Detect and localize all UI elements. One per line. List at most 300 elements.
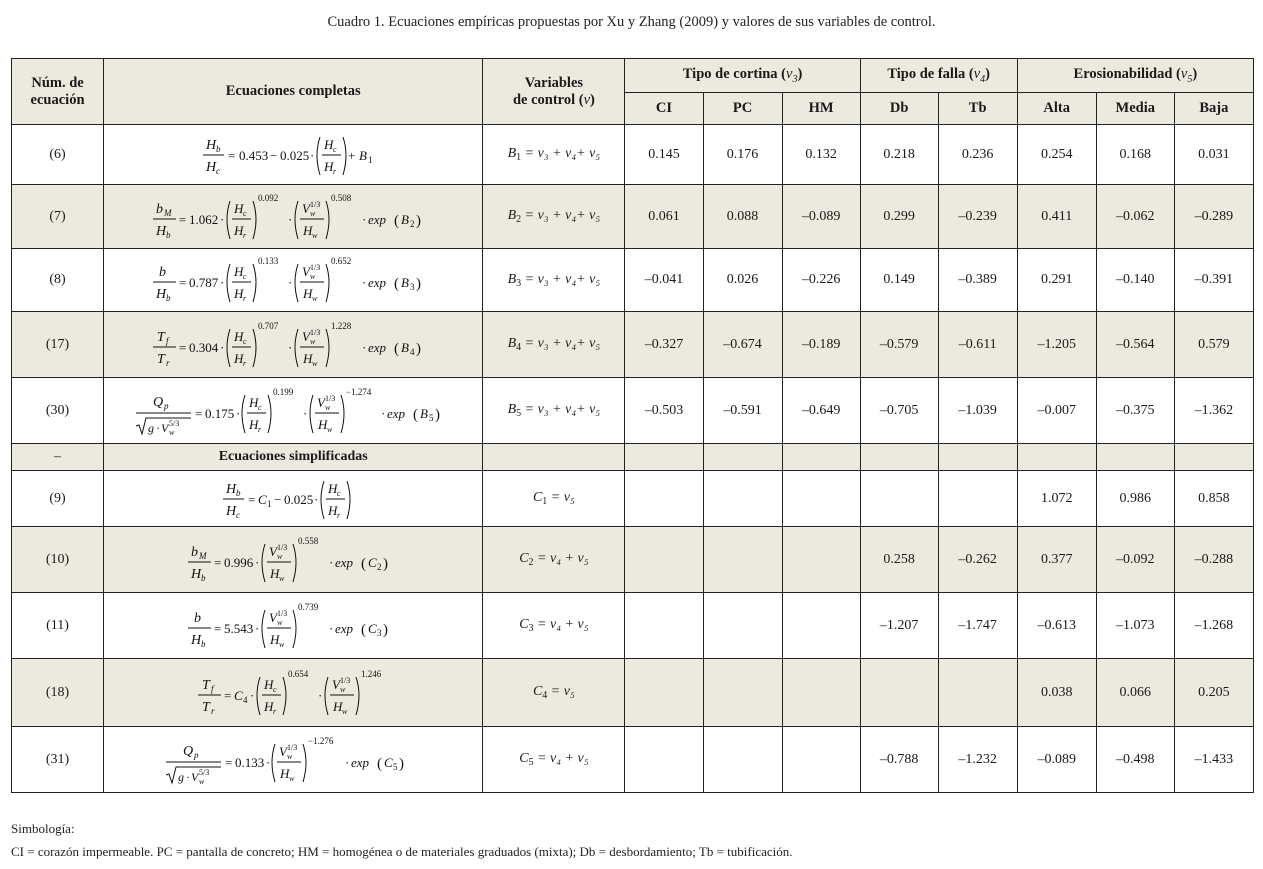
svg-text:w: w [169, 427, 175, 437]
svg-text:T: T [202, 699, 210, 715]
header-group-cortina: Tipo de cortina $(v_3)$ [625, 59, 860, 93]
header-baja: Baja [1174, 93, 1253, 125]
svg-text:3: 3 [377, 627, 382, 638]
svg-text:H: H [234, 200, 244, 216]
svg-text:Q: Q [153, 394, 164, 410]
eq-number: (31) [12, 727, 104, 793]
svg-text:H: H [270, 565, 280, 581]
value-tb: 0.236 [938, 125, 1017, 185]
control-variable: $C_2 = v_4 + v_5$ [483, 527, 625, 593]
value-hm [782, 659, 860, 727]
value-ci [625, 527, 703, 593]
svg-text:r: r [258, 424, 262, 434]
svg-text:1/3: 1/3 [325, 393, 336, 403]
table-row [12, 125, 1254, 185]
table-row [12, 593, 1254, 659]
svg-text:): ) [399, 755, 405, 772]
svg-text:): ) [416, 212, 422, 229]
value-pc: 0.088 [703, 185, 782, 249]
section-dash: – [12, 444, 104, 471]
svg-text:1.228: 1.228 [331, 320, 352, 331]
svg-text:c: c [243, 272, 247, 281]
svg-text:b: b [216, 143, 221, 154]
header-alta: Alta [1017, 93, 1096, 125]
svg-text:r: r [243, 358, 247, 368]
svg-text:H: H [234, 222, 244, 238]
svg-text:w: w [342, 706, 348, 716]
value-ci: 0.145 [625, 125, 703, 185]
svg-text:B: B [401, 211, 410, 227]
svg-text:H: H [226, 503, 237, 519]
svg-text:H: H [249, 394, 259, 410]
value-ci: –0.503 [625, 378, 703, 444]
value-tb: –0.239 [938, 185, 1017, 249]
svg-text:·: · [220, 339, 225, 355]
value-tb [938, 659, 1017, 727]
value-ci [625, 593, 703, 659]
eq-number: (10) [12, 527, 104, 593]
value-hm [782, 727, 860, 793]
svg-text:): ) [416, 340, 422, 357]
equation-11-formula [183, 598, 403, 654]
svg-text:H: H [156, 223, 167, 239]
svg-text:c: c [333, 144, 337, 154]
svg-text:c: c [243, 336, 247, 346]
svg-text:·: · [220, 275, 225, 290]
control-variable: $B_3 = v_3 + v_4+ v_5$ [483, 249, 625, 312]
svg-text:0.739: 0.739 [298, 601, 319, 612]
value-baja: –1.433 [1174, 727, 1253, 793]
svg-text:T: T [157, 351, 165, 367]
svg-text:H: H [206, 159, 217, 175]
svg-text:T: T [157, 329, 165, 345]
svg-text:·: · [303, 405, 308, 421]
value-pc [703, 471, 782, 527]
equation-17-formula [148, 317, 438, 373]
svg-text:−1.276: −1.276 [308, 735, 334, 746]
value-media: 0.168 [1096, 125, 1174, 185]
value-media: 0.986 [1096, 471, 1174, 527]
svg-text:=: = [248, 491, 256, 507]
svg-text:·: · [156, 420, 161, 435]
svg-text:w: w [312, 358, 318, 368]
svg-text:B: B [401, 275, 410, 290]
svg-text:1: 1 [267, 498, 272, 509]
svg-text:(: ( [361, 555, 367, 572]
svg-text:V: V [317, 394, 326, 410]
svg-text:·: · [250, 687, 255, 703]
value-pc: –0.591 [703, 378, 782, 444]
value-hm [782, 471, 860, 527]
table-row [12, 378, 1254, 444]
svg-text:): ) [416, 276, 422, 292]
header-pc: PC [703, 93, 782, 125]
footnote-title: Simbología: [11, 821, 75, 836]
svg-text:H: H [234, 264, 244, 279]
svg-text:w: w [287, 751, 293, 761]
svg-text:b: b [201, 572, 206, 583]
svg-text:c: c [236, 509, 241, 520]
svg-text:r: r [211, 705, 215, 716]
svg-text:w: w [310, 272, 316, 281]
svg-text:5.543: 5.543 [224, 620, 254, 636]
table-row [12, 471, 1254, 527]
svg-text:w: w [289, 773, 295, 783]
svg-text:H: H [191, 632, 202, 648]
header-media: Media [1096, 93, 1174, 125]
svg-text:0.199: 0.199 [273, 386, 294, 397]
svg-text:4: 4 [243, 694, 248, 705]
svg-text:B: B [420, 405, 429, 421]
value-baja: –1.268 [1174, 593, 1253, 659]
svg-text:1/3: 1/3 [277, 542, 288, 552]
svg-text:0.558: 0.558 [298, 535, 319, 546]
svg-text:=: = [179, 211, 187, 227]
table-row [12, 659, 1254, 727]
value-media: –0.375 [1096, 378, 1174, 444]
svg-text:r: r [337, 510, 341, 520]
equation-18-formula [193, 665, 393, 721]
footnote-text: CI = corazón impermeable. PC = pantalla de concreto; HM = homogénea o de materiales graduados (mixta); Db = desbordamiento; Tb = tubificación. [11, 844, 793, 859]
svg-text:B: B [401, 339, 410, 355]
value-db: 0.299 [860, 185, 938, 249]
equation-10-formula [183, 532, 403, 588]
value-hm: –0.649 [782, 378, 860, 444]
table-row [12, 527, 1254, 593]
svg-text:f: f [211, 683, 214, 694]
value-alta: 0.038 [1017, 659, 1096, 727]
svg-text:): ) [383, 621, 389, 638]
svg-text:=: = [179, 275, 187, 290]
svg-text:V: V [332, 676, 341, 692]
svg-text:exp: exp [368, 275, 387, 290]
svg-text:M: M [164, 207, 172, 218]
svg-text:V: V [302, 264, 311, 279]
svg-text:4: 4 [410, 346, 415, 357]
svg-text:p: p [194, 749, 199, 760]
svg-text:·: · [329, 620, 334, 636]
svg-text:0.092: 0.092 [258, 192, 279, 203]
svg-text:H: H [234, 328, 244, 344]
section-title: Ecuaciones simplificadas [104, 444, 483, 471]
value-pc [703, 593, 782, 659]
svg-text:H: H [333, 698, 343, 714]
svg-text:0.025: 0.025 [284, 491, 314, 507]
svg-text:p: p [164, 400, 169, 411]
eq-number: (9) [12, 471, 104, 527]
svg-text:H: H [226, 481, 237, 497]
value-media: –0.498 [1096, 727, 1174, 793]
svg-text:0.652: 0.652 [331, 256, 352, 266]
value-media: –0.092 [1096, 527, 1174, 593]
svg-text:C: C [258, 491, 267, 507]
svg-text:·: · [266, 754, 271, 770]
value-ci [625, 727, 703, 793]
svg-text:V: V [279, 743, 288, 759]
svg-text:1/3: 1/3 [277, 608, 288, 618]
value-baja: 0.579 [1174, 312, 1253, 378]
svg-text:H: H [303, 350, 313, 366]
header-group-erosion: Erosionabilidad $(v_5)$ [1017, 59, 1253, 93]
value-pc: –0.674 [703, 312, 782, 378]
table-row [12, 312, 1254, 378]
svg-text:·: · [362, 275, 367, 290]
table-row [12, 727, 1254, 793]
svg-text:·: · [362, 211, 367, 227]
svg-text:C: C [368, 620, 377, 636]
svg-text:b: b [159, 265, 167, 280]
svg-text:1/3: 1/3 [340, 675, 351, 685]
svg-text:(: ( [394, 276, 400, 292]
svg-text:exp: exp [335, 554, 354, 570]
svg-text:): ) [435, 406, 441, 423]
control-variable: $B_4 = v_3 + v_4+ v_5$ [483, 312, 625, 378]
section-row [12, 444, 1254, 471]
svg-text:−: − [270, 147, 278, 163]
svg-text:0.175: 0.175 [205, 405, 235, 421]
svg-text:0.654: 0.654 [288, 668, 309, 679]
svg-text:V: V [269, 609, 278, 625]
value-alta: 0.254 [1017, 125, 1096, 185]
equation-10 [104, 527, 483, 593]
svg-text:w: w [279, 573, 285, 583]
svg-text:·: · [314, 491, 319, 507]
svg-text:5: 5 [429, 412, 434, 423]
svg-text:H: H [264, 698, 274, 714]
svg-text:H: H [328, 502, 338, 518]
svg-text:H: H [264, 676, 274, 692]
svg-text:·: · [318, 687, 323, 703]
value-hm: –0.089 [782, 185, 860, 249]
svg-text:w: w [277, 617, 283, 627]
value-alta: –0.007 [1017, 378, 1096, 444]
value-alta: 1.072 [1017, 471, 1096, 527]
svg-text:H: H [156, 287, 167, 302]
equation-30-formula [133, 382, 453, 440]
svg-text:b: b [236, 487, 241, 498]
equation-8-formula [148, 252, 438, 308]
header-group-falla: Tipo de falla $(v_4)$ [860, 59, 1017, 93]
header-db: Db [860, 93, 938, 125]
svg-text:(: ( [361, 621, 367, 638]
value-pc: 0.176 [703, 125, 782, 185]
control-variable: $C_3 = v_4 + v_5$ [483, 593, 625, 659]
value-alta: –1.205 [1017, 312, 1096, 378]
svg-text:b: b [194, 610, 202, 626]
value-db: –0.705 [860, 378, 938, 444]
svg-text:w: w [327, 424, 333, 434]
svg-text:2: 2 [410, 218, 415, 229]
equation-11 [104, 593, 483, 659]
svg-text:5: 5 [393, 761, 398, 772]
svg-text:H: H [270, 631, 280, 647]
svg-text:·: · [255, 620, 260, 636]
table-caption: Cuadro 1. Ecuaciones empíricas propuestas por Xu y Zhang (2009) y valores de sus variables de control. [327, 14, 936, 30]
equation-8 [104, 249, 483, 312]
equation-7 [104, 185, 483, 249]
svg-text:r: r [243, 294, 247, 303]
svg-text:): ) [383, 555, 389, 572]
svg-text:c: c [258, 402, 262, 412]
svg-text:V: V [269, 543, 278, 559]
header-equations: Ecuaciones completas [104, 59, 483, 125]
svg-text:0.453: 0.453 [239, 147, 269, 163]
value-alta: 0.411 [1017, 185, 1096, 249]
svg-text:=: = [228, 147, 236, 163]
svg-text:·: · [220, 211, 225, 227]
svg-text:c: c [243, 208, 247, 218]
value-media: 0.066 [1096, 659, 1174, 727]
svg-text:H: H [303, 286, 313, 301]
svg-text:H: H [206, 137, 217, 153]
value-media: –0.062 [1096, 185, 1174, 249]
value-tb: –1.039 [938, 378, 1017, 444]
svg-text:·: · [236, 405, 241, 421]
equation-7-formula [148, 189, 438, 245]
equation-6-formula [198, 131, 388, 179]
svg-text:V: V [302, 200, 311, 216]
equation-9 [104, 471, 483, 527]
value-media: –0.140 [1096, 249, 1174, 312]
svg-text:H: H [303, 222, 313, 238]
svg-text:b: b [166, 293, 171, 303]
svg-text:exp: exp [351, 754, 370, 770]
svg-text:2: 2 [377, 561, 382, 572]
value-tb: –0.262 [938, 527, 1017, 593]
svg-text:w: w [279, 639, 285, 649]
value-pc: 0.026 [703, 249, 782, 312]
svg-text:(: ( [394, 212, 400, 229]
value-tb: –1.747 [938, 593, 1017, 659]
svg-text:b: b [191, 544, 199, 560]
equation-30 [104, 378, 483, 444]
svg-text:·: · [255, 554, 260, 570]
svg-text:exp: exp [368, 211, 387, 227]
svg-text:(: ( [377, 755, 383, 772]
value-hm: –0.226 [782, 249, 860, 312]
svg-text:r: r [243, 230, 247, 240]
value-baja: 0.031 [1174, 125, 1253, 185]
eq-number: (17) [12, 312, 104, 378]
value-baja: –0.391 [1174, 249, 1253, 312]
svg-text:b: b [201, 638, 206, 649]
value-db [860, 659, 938, 727]
value-ci: –0.327 [625, 312, 703, 378]
svg-text:·: · [362, 339, 367, 355]
equation-6 [104, 125, 483, 185]
svg-text:1/3: 1/3 [310, 327, 321, 337]
control-variable: $B_2 = v_3 + v_4+ v_5$ [483, 185, 625, 249]
value-pc [703, 659, 782, 727]
svg-text:·: · [288, 275, 293, 290]
value-tb: –0.389 [938, 249, 1017, 312]
svg-text:−1.274: −1.274 [346, 386, 372, 397]
svg-text:1/3: 1/3 [287, 742, 298, 752]
svg-text:g: g [148, 420, 155, 435]
svg-text:·: · [329, 554, 334, 570]
svg-text:w: w [325, 402, 331, 412]
svg-text:(: ( [394, 340, 400, 357]
value-ci [625, 659, 703, 727]
svg-text:f: f [166, 335, 169, 346]
value-baja: 0.858 [1174, 471, 1253, 527]
svg-text:w: w [310, 336, 316, 346]
svg-text:0.707: 0.707 [258, 320, 279, 331]
eq-number: (11) [12, 593, 104, 659]
svg-text:=: = [179, 339, 187, 355]
control-variable: $C_1 = v_5$ [483, 471, 625, 527]
svg-text:B: B [359, 147, 368, 163]
svg-text:V: V [191, 769, 199, 784]
table-row [12, 249, 1254, 312]
svg-text:H: H [280, 765, 290, 781]
value-db: –0.579 [860, 312, 938, 378]
table-row [12, 185, 1254, 249]
svg-text:exp: exp [335, 620, 354, 636]
eq-number: (8) [12, 249, 104, 312]
svg-text:=: = [225, 754, 233, 770]
header-num-eq: Núm. de ecuación [12, 59, 104, 125]
control-variable: $B_5 = v_3 + v_4+ v_5$ [483, 378, 625, 444]
svg-text:(: ( [413, 406, 419, 423]
header-variables: Variables de control (v) [483, 59, 625, 125]
value-ci: –0.041 [625, 249, 703, 312]
svg-text:H: H [324, 136, 334, 152]
value-alta: 0.291 [1017, 249, 1096, 312]
svg-text:exp: exp [368, 339, 387, 355]
value-pc [703, 727, 782, 793]
value-baja: –0.288 [1174, 527, 1253, 593]
svg-text:b: b [166, 229, 171, 240]
svg-text:0.133: 0.133 [258, 256, 279, 266]
equation-9-formula [218, 475, 368, 523]
svg-text:w: w [312, 294, 318, 303]
svg-text:0.133: 0.133 [235, 754, 265, 770]
value-hm [782, 593, 860, 659]
svg-text:H: H [191, 566, 202, 582]
value-alta: 0.377 [1017, 527, 1096, 593]
value-db: 0.149 [860, 249, 938, 312]
value-hm: –0.189 [782, 312, 860, 378]
svg-text:1: 1 [368, 154, 373, 165]
svg-text:exp: exp [387, 405, 406, 421]
svg-text:C: C [368, 554, 377, 570]
value-db: 0.218 [860, 125, 938, 185]
svg-text:b: b [156, 201, 164, 217]
svg-text:1/3: 1/3 [310, 199, 321, 209]
svg-text:c: c [273, 684, 277, 694]
value-media: –1.073 [1096, 593, 1174, 659]
value-ci: 0.061 [625, 185, 703, 249]
svg-text:w: w [312, 230, 318, 240]
value-db: –1.207 [860, 593, 938, 659]
svg-text:w: w [340, 684, 346, 694]
svg-text:C: C [384, 754, 393, 770]
svg-text:·: · [381, 405, 386, 421]
svg-text:1.062: 1.062 [189, 211, 219, 227]
svg-text:0.996: 0.996 [224, 554, 254, 570]
eq-number: (6) [12, 125, 104, 185]
equations-table [11, 58, 1254, 793]
svg-text:H: H [234, 350, 244, 366]
svg-text:·: · [288, 339, 293, 355]
svg-text:r: r [166, 357, 170, 368]
value-db: 0.258 [860, 527, 938, 593]
eq-number: (7) [12, 185, 104, 249]
svg-text:V: V [161, 420, 169, 435]
value-hm [782, 527, 860, 593]
svg-text:·: · [310, 147, 315, 163]
